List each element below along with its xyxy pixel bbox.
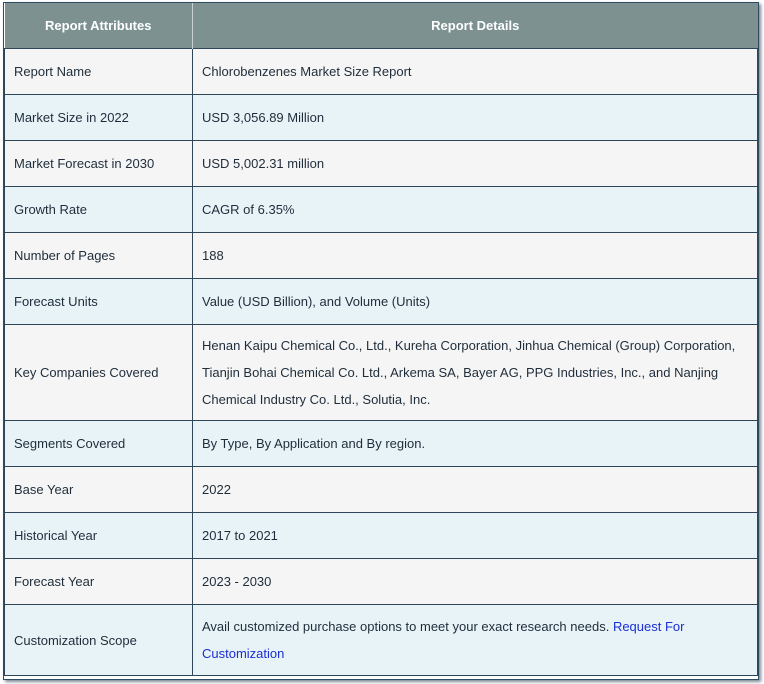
attribute-cell: Growth Rate — [5, 187, 193, 233]
attribute-cell: Customization Scope — [5, 605, 193, 676]
attribute-cell: Key Companies Covered — [5, 325, 193, 421]
table-row — [5, 279, 758, 325]
table-row — [5, 559, 758, 605]
detail-cell: Value (USD Billion), and Volume (Units) — [193, 279, 758, 325]
customization-scope-text: Avail customized purchase options to meet your exact research needs. — [202, 619, 610, 634]
attribute-cell: Market Size in 2022 — [5, 95, 193, 141]
table-header-row — [5, 3, 758, 49]
detail-cell: 2022 — [193, 467, 758, 513]
header-report-details: Report Details — [193, 3, 758, 49]
detail-cell: CAGR of 6.35% — [193, 187, 758, 233]
table-row — [5, 233, 758, 279]
table-row — [5, 187, 758, 233]
detail-cell: 2023 - 2030 — [193, 559, 758, 605]
detail-cell: 2017 to 2021 — [193, 513, 758, 559]
attribute-cell: Forecast Units — [5, 279, 193, 325]
table-row — [5, 513, 758, 559]
table-row — [5, 95, 758, 141]
request-customization-link[interactable]: Request For Customization — [202, 619, 685, 661]
detail-cell: 188 — [193, 233, 758, 279]
detail-cell: Chlorobenzenes Market Size Report — [193, 49, 758, 95]
attribute-cell: Market Forecast in 2030 — [5, 141, 193, 187]
table-row — [5, 49, 758, 95]
attribute-cell: Forecast Year — [5, 559, 193, 605]
table-row — [5, 325, 758, 421]
attribute-cell: Segments Covered — [5, 421, 193, 467]
detail-cell: USD 3,056.89 Million — [193, 95, 758, 141]
detail-cell — [193, 605, 758, 676]
attribute-cell: Historical Year — [5, 513, 193, 559]
attribute-cell: Number of Pages — [5, 233, 193, 279]
header-report-attributes: Report Attributes — [5, 3, 193, 49]
report-attributes-table — [4, 3, 758, 676]
table-row — [5, 605, 758, 676]
table-row — [5, 141, 758, 187]
detail-cell: USD 5,002.31 million — [193, 141, 758, 187]
report-attributes-table-container — [3, 2, 759, 680]
table-row — [5, 421, 758, 467]
detail-cell: By Type, By Application and By region. — [193, 421, 758, 467]
attribute-cell: Report Name — [5, 49, 193, 95]
detail-cell: Henan Kaipu Chemical Co., Ltd., Kureha Corporation, Jinhua Chemical (Group) Corporation, Tianjin Bohai Chemical Co. Ltd., Arkema SA, Bayer AG, PPG Industries, Inc., and Nanjing Chemical Industry Co. Ltd., Solutia, Inc. — [193, 325, 758, 421]
attribute-cell: Base Year — [5, 467, 193, 513]
table-row — [5, 467, 758, 513]
